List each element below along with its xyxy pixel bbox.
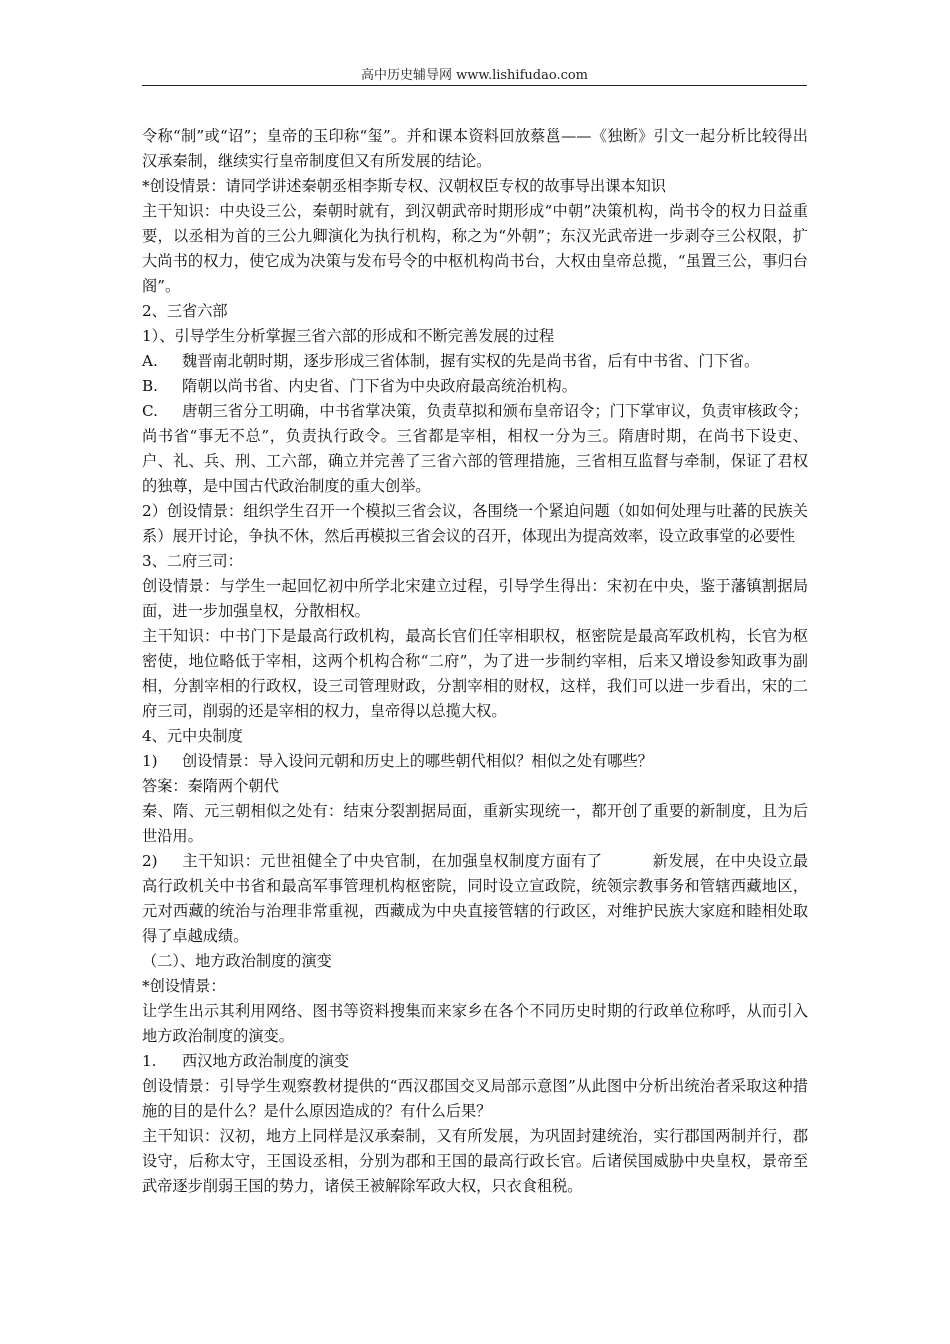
section-heading: （二）、地方政治制度的演变 — [142, 952, 332, 970]
paragraph: 主干知识：中书门下是最高行政机构，最高长官们任宰相职权，枢密院是最高军政机构，长官为枢密使，地位略低于宰相，这两个机构合称“二府”，为了进一步制约宰相，后来又增设参知政事为副相，分割宰相的行政权，设三司管理财政，分割宰相的财权，这样，我们可以进一步看出，宋的二府三司，削弱的还是宰相的权力，皇帝得以总揽大权。 — [142, 627, 808, 720]
paragraph: 答案：秦隋两个朝代 — [142, 777, 279, 795]
list-item-text: 魏晋南北朝时期，逐步形成三省体制，握有实权的先是尚书省，后有中书省、门下省。 — [182, 352, 760, 370]
list-item-text: 西汉地方政治制度的演变 — [182, 1052, 350, 1070]
paragraph: 秦、隋、元三朝相似之处有：结束分裂割据局面，重新实现统一，都开创了重要的新制度，且为后世沿用。 — [142, 802, 808, 845]
list-marker: B. — [142, 377, 158, 395]
list-item-text: 唐朝三省分工明确，中书省掌决策，负责草拟和颁布皇帝诏令；门下掌审议，负责审核政令；尚书省“事无不总”，负责执行政令。三省都是宰相，相权一分为三。隋唐时期，在尚书下设吏、户、礼、兵、刑、工六部，确立并完善了三省六部的管理措施，三省相互监督与牵制，保证了君权的独尊，是中国古代政治制度的重大创举。 — [142, 402, 808, 495]
paragraph: 1）、引导学生分析掌握三省六部的形成和不断完善发展的过程 — [142, 327, 555, 345]
section-heading: 4、元中央制度 — [142, 727, 243, 745]
list-marker: 2) — [142, 852, 158, 870]
paragraph: 令称“制”或“诏”；皇帝的玉印称“玺”。并和课本资料回放蔡邕——《独断》引文一起分析比较得出汉承秦制，继续实行皇帝制度但又有所发展的结论。 — [142, 127, 808, 170]
list-item — [142, 399, 808, 499]
list-item-text: 隋朝以尚书省、内史省、门下省为中央政府最高统治机构。 — [182, 377, 577, 395]
paragraph: 2）创设情景：组织学生召开一个模拟三省会议，各围绕一个紧迫问题（如如何处理与吐蕃的民族关系）展开讨论，争执不休，然后再模拟三省会议的召开，体现出为提高效率，设立政事堂的必要性 — [142, 502, 808, 545]
paragraph: 主干知识：汉初，地方上同样是汉承秦制，又有所发展，为巩固封建统治，实行郡国两制并行，郡设守，后称太守，王国设丞相，分别为郡和王国的最高行政长官。后诸侯国威胁中央皇权，景帝至武帝逐步削弱王国的势力，诸侯王被解除军政大权，只衣食租税。 — [142, 1127, 808, 1195]
list-item — [142, 1049, 808, 1074]
paragraph: 主干知识：中央设三公，秦朝时就有，到汉朝武帝时期形成“中朝”决策机构，尚书令的权力日益重要，以丞相为首的三公九卿演化为执行机构，称之为“外朝”；东汉光武帝进一步剥夺三公权限，扩大尚书的权力，使它成为决策与发布号令的中枢机构尚书台，大权由皇帝总揽，“虽置三公，事归台阁”。 — [142, 202, 808, 295]
section-heading: 3、二府三司： — [142, 552, 243, 570]
paragraph: 创设情景：引导学生观察教材提供的“西汉郡国交叉局部示意图”从此图中分析出统治者采取这种措施的目的是什么？是什么原因造成的？有什么后果？ — [142, 1077, 808, 1120]
list-marker: 1. — [142, 1052, 157, 1070]
paragraph: *创设情景：请同学讲述秦朝丞相李斯专权、汉朝权臣专权的故事导出课本知识 — [142, 177, 666, 195]
page-header: 高中历史辅导网 www.lishifudao.com — [360, 68, 589, 83]
paragraph: *创设情景： — [142, 977, 226, 995]
list-item — [142, 749, 808, 774]
header-rule — [142, 85, 807, 86]
section-heading: 2、三省六部 — [142, 302, 228, 320]
list-item-text: 新发展，在中央设立最高行政机关中书省和最高军事管理机构枢密院，同时设立宣政院，统领宗教事务和管辖西藏地区，元对西藏的统治与治理非常重视，西藏成为中央直接管辖的行政区，对维护民族大家庭和睦相处取得了卓越成绩。 — [142, 852, 809, 945]
list-item — [142, 849, 808, 949]
list-item-text: 创设情景：导入设问元朝和历史上的哪些朝代相似？相似之处有哪些？ — [182, 752, 653, 770]
list-marker: 1) — [142, 752, 158, 770]
list-marker: C. — [142, 402, 158, 420]
document-body — [142, 124, 808, 1199]
paragraph: 创设情景：与学生一起回忆初中所学北宋建立过程，引导学生得出：宋初在中央，鉴于藩镇割据局面，进一步加强皇权，分散相权。 — [142, 577, 808, 620]
list-marker: A. — [142, 352, 158, 370]
list-item-text: 主干知识：元世祖健全了中央官制，在加强皇权制度方面有了 — [182, 852, 603, 870]
list-item — [142, 374, 808, 399]
list-item — [142, 349, 808, 374]
paragraph: 让学生出示其利用网络、图书等资料搜集而来家乡在各个不同历史时期的行政单位称呼，从而引入地方政治制度的演变。 — [142, 1002, 808, 1045]
